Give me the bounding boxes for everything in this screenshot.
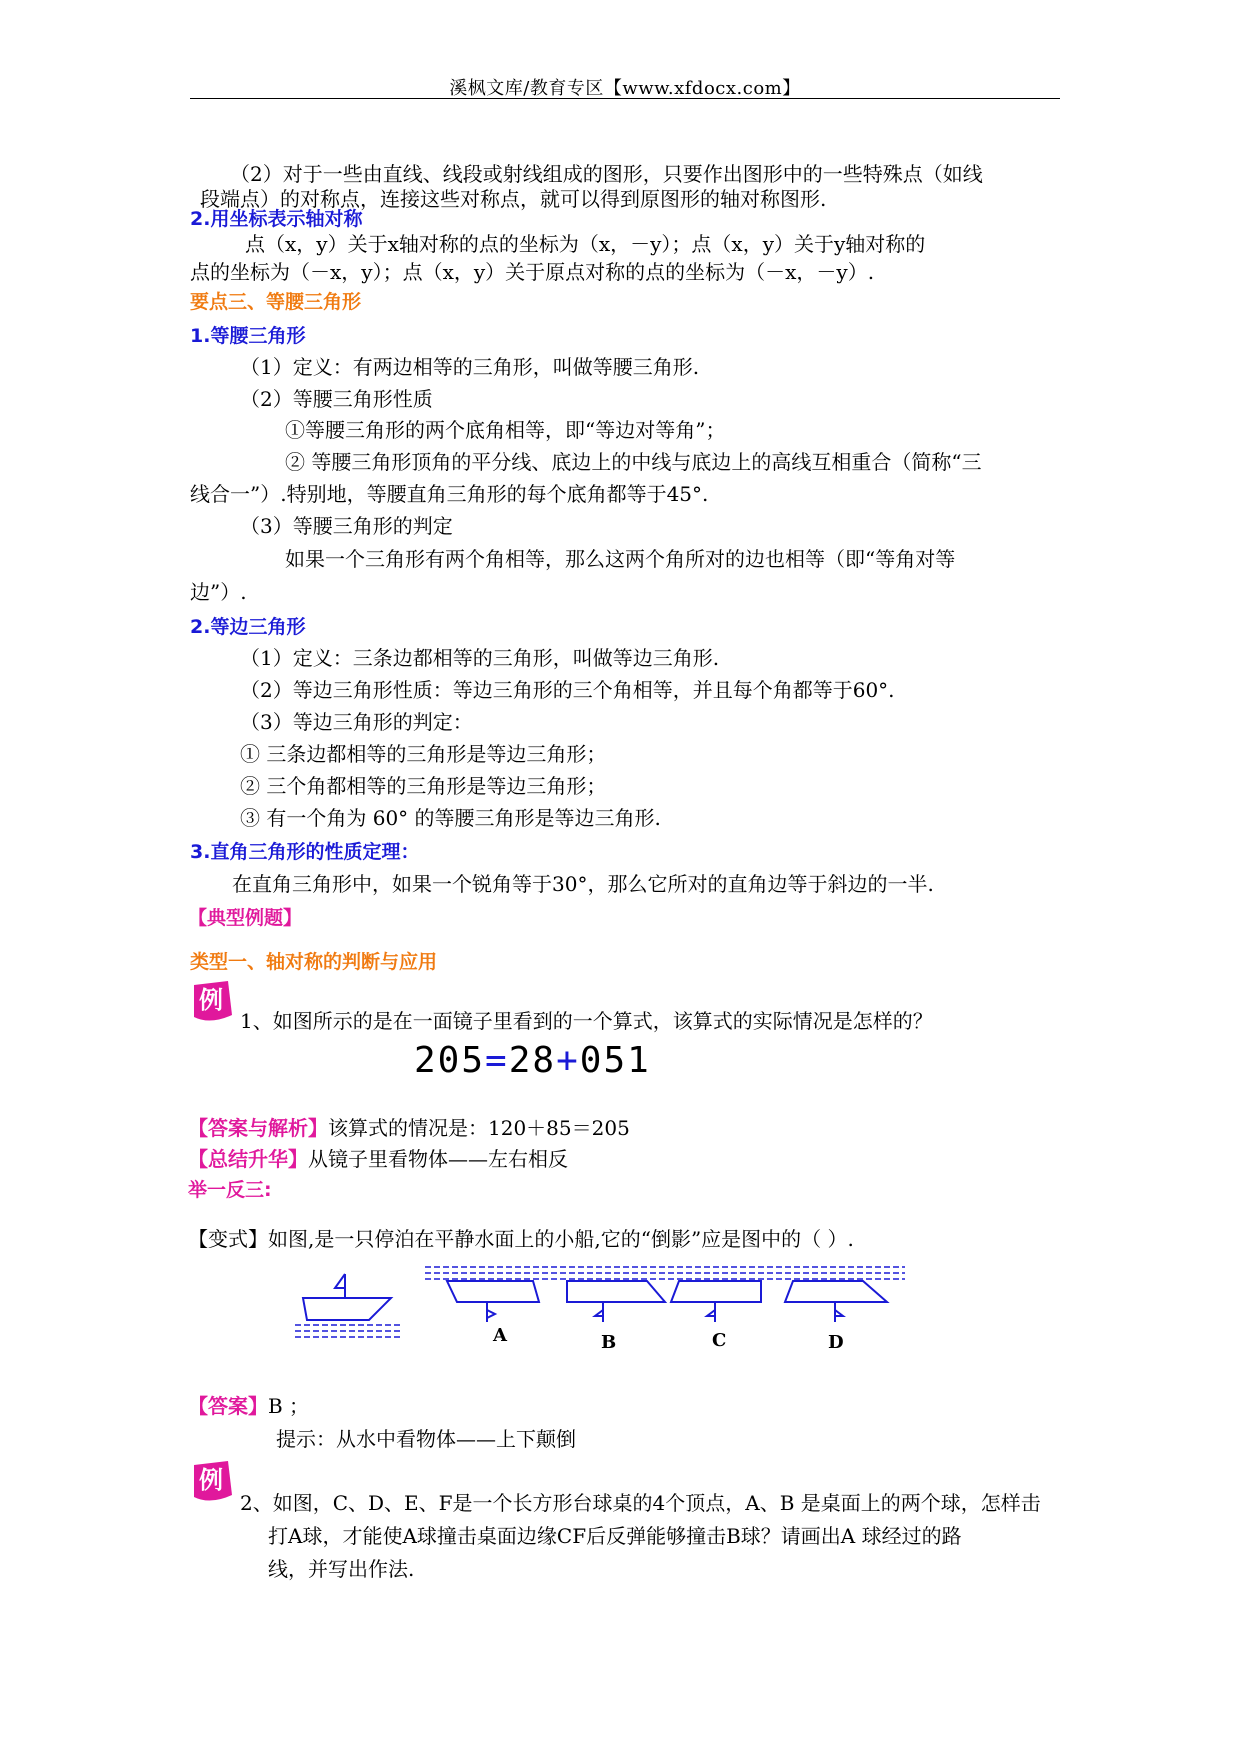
text-line: 如果一个三角形有两个角相等，那么这两个角所对的边也相等（即“等角对等	[285, 547, 956, 571]
text-line: ③ 有一个角为 60° 的等腰三角形是等边三角形.	[240, 806, 661, 830]
answer-tag: 【答案与解析】	[188, 1116, 328, 1140]
answer-tag: 【答案】	[188, 1394, 268, 1418]
question-text: 2、如图，C、D、E、F是一个长方形台球桌的4个顶点，A、B 是桌面上的两个球，怎样击	[240, 1491, 1041, 1515]
text-line: 点（x，y）关于x轴对称的点的坐标为（x，－y）；点（x，y）关于y轴对称的	[245, 232, 926, 256]
text-line: （1）定义：有两边相等的三角形，叫做等腰三角形.	[240, 355, 700, 379]
eq-left: 205	[414, 1040, 486, 1081]
text-line: ② 等腰三角形顶角的平分线、底边上的中线与底边上的高线互相重合（简称“三	[285, 450, 982, 474]
variant-line	[188, 1225, 854, 1253]
text-line: ①等腰三角形的两个底角相等，即“等边对等角”；	[285, 418, 726, 442]
option-b-boat	[567, 1281, 665, 1322]
text-line: （2）对于一些由直线、线段或射线组成的图形，只要作出图形中的一些特殊点（如线	[230, 162, 983, 186]
example-badge-icon	[188, 977, 234, 1023]
eq-mid: 28	[508, 1040, 557, 1081]
mirror-equation	[414, 1040, 651, 1081]
answer-line	[188, 1114, 630, 1142]
hint-text: 提示：从水中看物体——上下颠倒	[276, 1427, 576, 1451]
text-line: 段端点）的对称点，连接这些对称点，就可以得到原图形的轴对称图形.	[200, 187, 827, 211]
eq-right: 051	[579, 1040, 651, 1081]
text-line: （2）等腰三角形性质	[240, 387, 433, 411]
section-heading: 2.用坐标表示轴对称	[190, 208, 363, 230]
text-line: （3）等腰三角形的判定	[240, 514, 453, 538]
section-heading: 要点三、等腰三角形	[190, 291, 362, 313]
section-heading: 3.直角三角形的性质定理：	[190, 841, 420, 863]
example-badge-icon	[188, 1457, 234, 1503]
badge-label: 例	[199, 1466, 223, 1494]
badge-label: 例	[199, 986, 223, 1014]
original-boat	[295, 1274, 403, 1337]
variant-tag: 【变式】	[188, 1227, 268, 1251]
text-line: 点的坐标为（－x，y）；点（x，y）关于原点对称的点的坐标为（－x，－y）.	[190, 260, 875, 284]
text-line: ② 三个角都相等的三角形是等边三角形；	[240, 774, 607, 798]
text-line: 边”）.	[190, 580, 247, 604]
text-line: 在直角三角形中，如果一个锐角等于30°，那么它所对的直角边等于斜边的一半.	[232, 872, 934, 896]
option-label-b: B	[601, 1332, 617, 1353]
header-rule	[190, 98, 1060, 99]
summary-line	[188, 1145, 568, 1173]
option-label-d: D	[828, 1332, 844, 1353]
section-heading: 1.等腰三角形	[190, 325, 306, 347]
question-text: 打A球，才能使A球撞击桌面边缘CF后反弹能够撞击B球？请画出A 球经过的路	[268, 1524, 962, 1548]
more-heading: 举一反三:	[188, 1179, 272, 1201]
option-label-c: C	[712, 1330, 727, 1351]
option-label-a: A	[493, 1325, 507, 1346]
answer-text: 该算式的情况是：120＋85＝205	[328, 1116, 630, 1140]
option-d-boat	[785, 1281, 887, 1322]
examples-heading: 【典型例题】	[188, 907, 303, 929]
eq-plus: +	[556, 1040, 580, 1081]
option-a-boat	[447, 1281, 539, 1322]
text-line: 线合一”）.特别地，等腰直角三角形的每个底角都等于45°.	[190, 482, 709, 506]
answer-text: B ；	[268, 1394, 310, 1418]
text-line: （3）等边三角形的判定：	[240, 710, 473, 734]
summary-text: 从镜子里看物体——左右相反	[308, 1147, 568, 1171]
water-lines	[425, 1267, 905, 1279]
option-c-boat	[671, 1281, 761, 1322]
answer-line	[188, 1392, 309, 1420]
text-line: ① 三条边都相等的三角形是等边三角形；	[240, 742, 607, 766]
type-heading: 类型一、轴对称的判断与应用	[190, 951, 438, 973]
eq-sign: =	[485, 1040, 509, 1081]
section-heading: 2.等边三角形	[190, 616, 306, 638]
page-header: 溪枫文库/教育专区【www.xfdocx.com】	[449, 78, 801, 99]
text-line: （1）定义：三条边都相等的三角形，叫做等边三角形.	[240, 646, 720, 670]
question-text: 1、如图所示的是在一面镜子里看到的一个算式，该算式的实际情况是怎样的？	[240, 1009, 933, 1033]
text-line: （2）等边三角形性质：等边三角形的三个角相等，并且每个角都等于60°.	[240, 678, 895, 702]
summary-tag: 【总结升华】	[188, 1147, 308, 1171]
question-text: 线，并写出作法.	[268, 1557, 415, 1581]
variant-text: 如图,是一只停泊在平静水面上的小船,它的“倒影”应是图中的（ ）.	[268, 1227, 854, 1251]
